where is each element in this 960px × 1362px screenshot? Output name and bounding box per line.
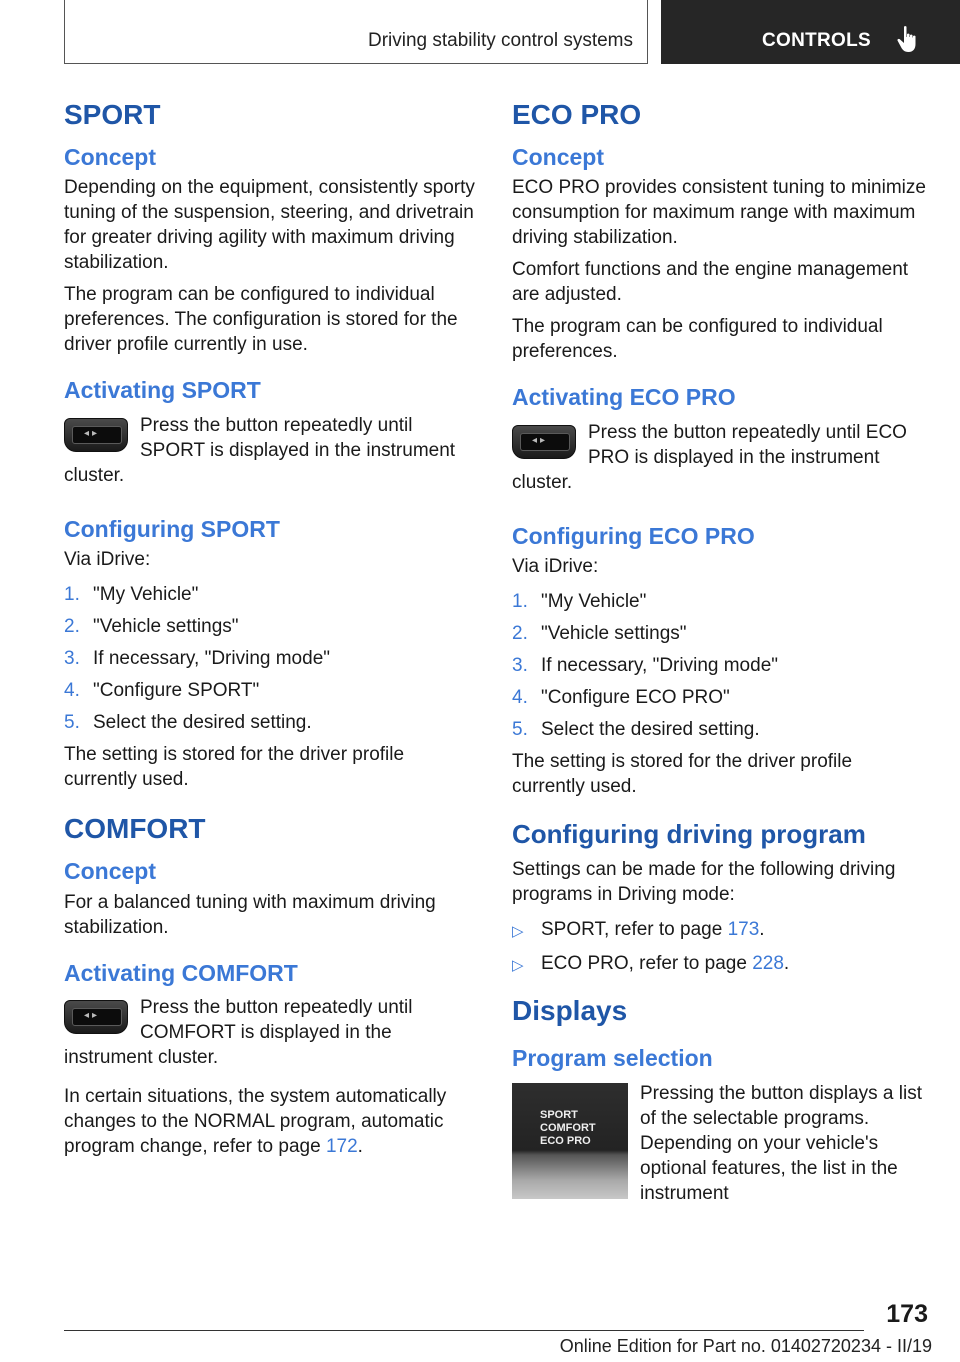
configure-sport-steps xyxy=(64,582,478,735)
section-title: Driving stability control systems xyxy=(367,30,633,51)
driving-program-list xyxy=(512,917,926,978)
triangle-bullet-icon: ▷ xyxy=(512,922,524,940)
list-item: 3. If necessary, "Driving mode" xyxy=(64,648,330,670)
activating-comfort-block xyxy=(64,995,478,1070)
eco-stored-text: The setting is stored for the driver profile currently used. xyxy=(512,751,853,798)
sport-concept-paragraph-2: The program can be configured to individual preferences. The configuration is stored for the driver profile currently in use. xyxy=(64,284,458,356)
list-item: 5. Select the desired setting. xyxy=(512,719,760,741)
configuring-driving-program-title: Configuring driving program xyxy=(512,819,866,850)
configuring-sport-heading: Configuring SPORT xyxy=(64,515,280,542)
program-selection-text: Pressing the button displays a list of the selectable programs. Depending on your vehicle's optional features, the list in the instrument xyxy=(640,1082,922,1204)
screen-item-comfort: COMFORT xyxy=(540,1121,596,1134)
via-idrive-label: Via iDrive: xyxy=(64,549,151,571)
page-link[interactable]: 173 xyxy=(727,918,760,940)
sport-title: SPORT xyxy=(64,99,161,130)
list-item: 4. "Configure ECO PRO" xyxy=(512,687,730,709)
footer-divider xyxy=(64,1330,864,1331)
comfort-concept-heading: Concept xyxy=(64,857,156,884)
configuring-eco-heading: Configuring ECO PRO xyxy=(512,522,755,549)
mode-button-icon xyxy=(64,418,128,452)
activating-sport-text: Press the button repeatedly until SPORT is displayed in the instrument cluster. xyxy=(64,414,456,486)
activating-eco-text: Press the button repeatedly until ECO PRO is displayed in the instrument cluster. xyxy=(512,421,907,493)
comfort-title: COMFORT xyxy=(64,813,206,845)
mode-button-icon xyxy=(512,425,576,459)
page-number: 173 xyxy=(886,1300,928,1328)
displays-title: Displays xyxy=(512,994,628,1026)
list-item: ▷ SPORT, refer to page 173. xyxy=(512,917,926,944)
screen-item-eco-pro: ECO PRO xyxy=(540,1134,591,1147)
triangle-bullet-icon: ▷ xyxy=(512,956,524,974)
list-item: 1. "My Vehicle" xyxy=(64,584,199,606)
mode-button-icon xyxy=(64,1000,128,1034)
eco-pro-title: ECO PRO xyxy=(512,99,642,130)
instrument-cluster-image xyxy=(512,1083,628,1199)
list-item: 4. "Configure SPORT" xyxy=(64,680,260,702)
program-selection-block xyxy=(512,1081,926,1206)
right-column xyxy=(512,98,926,1206)
page-link[interactable]: 228 xyxy=(752,952,784,974)
normal-program-paragraph: In certain situations, the system automatically changes to the NORMAL program, automatic program change, refer to page 172. xyxy=(64,1086,447,1158)
chapter-title: CONTROLS xyxy=(762,30,872,51)
configuring-driving-program-paragraph: Settings can be made for the following driving programs in Driving mode: xyxy=(512,858,896,905)
eco-concept-paragraph-2: Comfort functions and the engine management are adjusted. xyxy=(512,259,909,306)
activating-eco-block xyxy=(512,420,926,495)
edition-footer: Online Edition for Part no. 01402720234 - II/19 xyxy=(559,1336,932,1356)
list-item: 1. "My Vehicle" xyxy=(512,591,647,613)
eco-concept-paragraph-3: The program can be configured to individual preferences. xyxy=(512,316,883,363)
list-item: 5. Select the desired setting. xyxy=(64,712,312,734)
sport-concept-heading: Concept xyxy=(64,143,156,170)
list-item: 2. "Vehicle settings" xyxy=(512,623,687,645)
eco-concept-paragraph-1: ECO PRO provides consistent tuning to minimize consumption for maximum range with maximum driving stabilization. xyxy=(512,177,926,249)
left-column xyxy=(64,98,478,1166)
running-header-section xyxy=(64,0,648,64)
via-idrive-label: Via iDrive: xyxy=(512,556,599,578)
eco-concept-heading: Concept xyxy=(512,143,604,170)
activating-sport-block xyxy=(64,413,478,488)
pointing-hand-icon xyxy=(893,24,923,54)
activating-sport-heading: Activating SPORT xyxy=(64,377,261,404)
list-item: 3. If necessary, "Driving mode" xyxy=(512,655,778,677)
activating-comfort-heading: Activating COMFORT xyxy=(64,959,298,986)
configure-eco-steps xyxy=(512,589,926,742)
list-item: 2. "Vehicle settings" xyxy=(64,616,239,638)
screen-item-sport: SPORT xyxy=(540,1108,578,1121)
list-item: ▷ ECO PRO, refer to page 228. xyxy=(512,951,926,978)
activating-eco-heading: Activating ECO PRO xyxy=(512,384,736,411)
sport-stored-text: The setting is stored for the driver profile currently used. xyxy=(64,744,405,791)
page-link[interactable]: 172 xyxy=(325,1136,358,1158)
activating-comfort-text: Press the button repeatedly until COMFORT is displayed in the instrument cluster. xyxy=(64,997,413,1069)
program-selection-heading: Program selection xyxy=(512,1045,713,1072)
comfort-concept-paragraph: For a balanced tuning with maximum driving stabilization. xyxy=(64,891,436,938)
sport-concept-paragraph-1: Depending on the equipment, consistently sporty tuning of the suspension, steering, and drivetrain for greater driving agility with maximum driving stabilization. xyxy=(64,177,475,274)
